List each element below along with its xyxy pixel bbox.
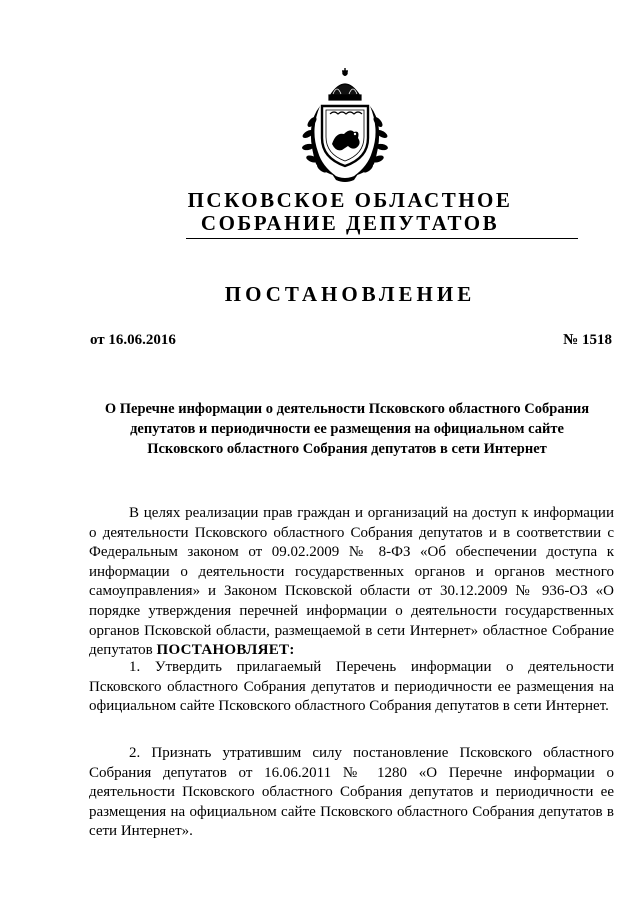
intro-paragraph (89, 504, 614, 661)
header-divider (186, 238, 578, 239)
intro-text: В целях реализации прав граждан и организаций на доступ к информации о деятельности Псковского областного Собрания депутатов и в соответствии с Федеральным законом от 09.02.2009 № 8-ФЗ «Об обеспечении доступа к информации о деятельности государственных органов и органов местного самоуправления» и Законом Псковской области от 30.12.2009 № 936-ОЗ «О порядке утверждения перечней информации о деятельности государственных органов Псковской области, размещаемой в сети Интернет» областное Собрание депутатов (89, 505, 614, 659)
organization-name-line1: ПСКОВСКОЕ ОБЛАСТНОЕ (187, 188, 513, 212)
item-2-paragraph: 2. Признать утратившим силу постановление Псковского областного Собрания депутатов от 16.06.2011 № 1280 «О Перечне информации о деятельности Псковского областного Собрания депутатов и периодичности ее размещения на официальном сайте Псковского областного Собрания депутатов в сети Интернет». (89, 745, 614, 840)
coat-of-arms-icon (292, 66, 398, 184)
subject-line2: депутатов и периодичности ее размещения на официальном сайте (130, 421, 564, 437)
document-subject (80, 399, 614, 459)
item-1-paragraph: 1. Утвердить прилагаемый Перечень информации о деятельности Псковского областного Собрания депутатов и периодичности ее размещения на официальном сайте Псковского областного Собрания депутатов в сети Интернет. (89, 659, 614, 715)
subject-line1: О Перечне информации о деятельности Псковского областного Собрания (104, 401, 590, 417)
subject-line3: Псковского областного Собрания депутатов в сети Интернет (147, 441, 547, 457)
document-number: № 1518 (563, 332, 612, 348)
document-date: от 16.06.2016 (90, 332, 176, 348)
document-type-title: ПОСТАНОВЛЕНИЕ (224, 282, 476, 306)
organization-name-line2: СОБРАНИЕ ДЕПУТАТОВ (200, 211, 500, 235)
intro-keyword: ПОСТАНОВЛЯЕТ: (156, 642, 295, 659)
